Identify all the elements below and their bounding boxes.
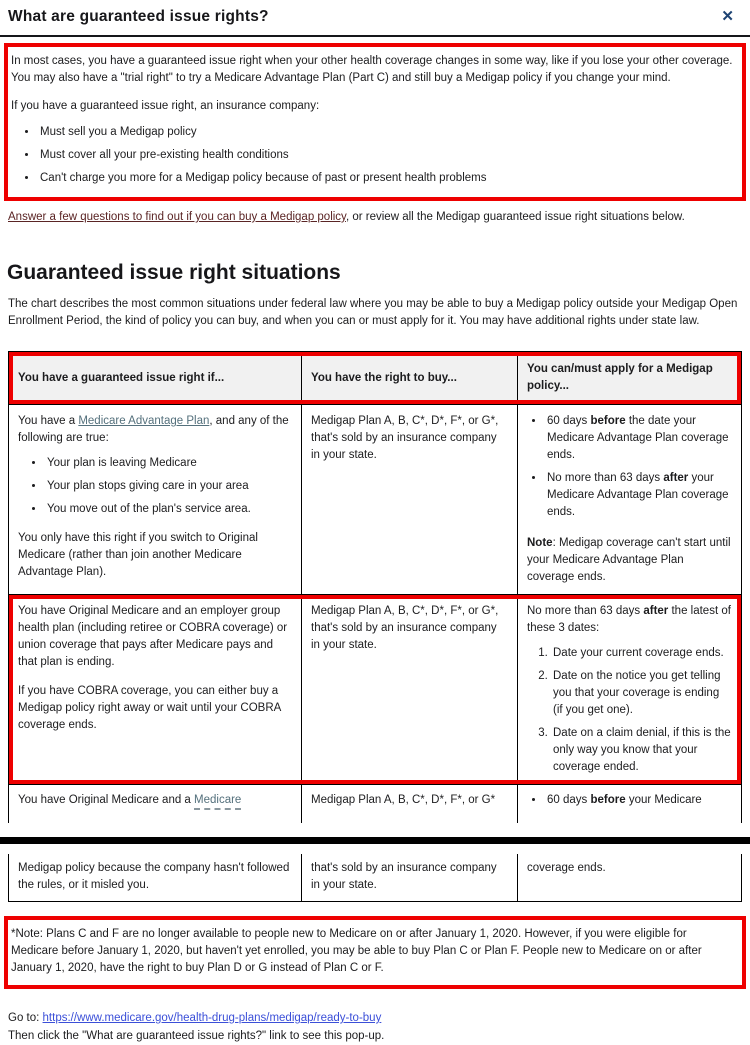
- list-item: 1. Date your current coverage ends.: [551, 645, 731, 662]
- table-cell: [517, 595, 741, 784]
- cell-paragraph: Medigap Plan A, B, C*, D*, F*, or G*: [311, 794, 496, 806]
- table-cell: [517, 785, 741, 823]
- text-segment: , and any of the following are true:: [18, 415, 289, 444]
- table-cell: [9, 595, 301, 784]
- cell-numbered-list: [527, 645, 731, 776]
- list-item: • Must cover all your pre-existing health conditions: [38, 147, 734, 164]
- medicare-url-link[interactable]: https://www.medicare.gov/health-drug-plans/medigap/ready-to-buy: [42, 1012, 382, 1024]
- intro-paragraph-2: If you have a guaranteed issue right, an insurance company:: [11, 100, 320, 112]
- cell-bullet-list: [18, 455, 291, 518]
- text-segment: No more than 63 days: [527, 605, 644, 617]
- text-segment: : Medigap coverage can't start until your Medicare Advantage Plan coverage ends.: [527, 537, 731, 583]
- text-segment: the latest of these 3 dates:: [527, 605, 731, 634]
- list-item: [545, 413, 731, 464]
- column-header-apply: You can/must apply for a Medigap policy...: [517, 352, 741, 404]
- medicare-select-link[interactable]: Medicare: [194, 794, 241, 810]
- table-cell: [517, 854, 741, 901]
- list-item: • Your plan is leaving Medicare: [45, 455, 291, 472]
- plans-footnote: *Note: Plans C and F are no longer available to people new to Medicare on or after January 1, 2020. However, if you were eligible for Medicare before January 1, 2020, but haven't yet enrolled, you may be able to buy Plan C or Plan F. People new to Medicare on or after January 1, 2020, have the right to buy Plan D or G instead of Plan C or F.: [11, 928, 702, 974]
- situations-table: [8, 351, 742, 823]
- text-segment: your Medicare: [625, 794, 702, 806]
- page-break-bar: [0, 837, 750, 844]
- text-segment: your Medicare Advantage Plan coverage ends.: [547, 472, 729, 518]
- table-row-medicare-advantage: [8, 404, 742, 594]
- table-cell: [301, 785, 517, 823]
- cell-paragraph: coverage ends.: [527, 862, 606, 874]
- table-header-row: [8, 351, 742, 404]
- table-cell: [9, 405, 301, 594]
- list-item: • Can't charge you more for a Medigap policy because of past or present health problems: [38, 170, 734, 187]
- cell-paragraph: You have Original Medicare and an employer group health plan (including retiree or COBRA coverage) or union coverage that pays after Medicare pays and that plan is ending.: [18, 605, 288, 668]
- table-row-fragment-bottom: [8, 854, 742, 902]
- page-title: What are guaranteed issue rights?: [8, 8, 269, 25]
- footnote-highlight-box: [4, 916, 746, 989]
- cell-bullet-list: [527, 792, 731, 809]
- bold-text: after: [663, 472, 689, 484]
- cell-paragraph: [18, 792, 291, 809]
- table-cell: [301, 405, 517, 594]
- answer-questions-link[interactable]: Answer a few questions to find out if you can buy a Medigap policy: [8, 211, 346, 223]
- instruction-line: Then click the "What are guaranteed issue rights?" link to see this pop-up.: [8, 1030, 385, 1042]
- situations-table-continued: [8, 854, 742, 902]
- cell-paragraph: [527, 603, 731, 637]
- bold-text: before: [590, 794, 626, 806]
- cell-paragraph: [18, 413, 291, 447]
- text-segment: You have Original Medicare and a: [18, 794, 195, 806]
- header-divider: [0, 35, 750, 37]
- bold-text: after: [643, 605, 669, 617]
- medicare-advantage-plan-link[interactable]: Medicare Advantage Plan: [78, 415, 210, 427]
- cell-paragraph: that's sold by an insurance company in your state.: [311, 862, 497, 891]
- questions-line: [8, 209, 742, 226]
- goto-line: [8, 1010, 742, 1027]
- table-cell: [9, 854, 301, 901]
- text-segment: You have a: [18, 415, 79, 427]
- list-item: • You move out of the plan's service area.: [45, 501, 291, 518]
- table-row-fragment-top: [8, 784, 742, 823]
- goto-label: Go to:: [8, 1012, 43, 1024]
- section-description: The chart describes the most common situations under federal law where you may be able to buy a Medigap policy outside your Medigap Open Enrollment Period, the kind of policy you can buy, and when you can or must apply for it. You may have additional rights under state law.: [8, 298, 738, 327]
- close-icon[interactable]: ✕: [721, 8, 734, 25]
- text-segment: No more than 63 days: [547, 472, 664, 484]
- section-heading: Guaranteed issue right situations: [7, 261, 341, 284]
- table-row-employer-plan: [8, 594, 742, 784]
- bold-text: before: [590, 415, 626, 427]
- text-segment: 60 days: [547, 415, 591, 427]
- cell-paragraph: If you have COBRA coverage, you can either buy a Medigap policy right away or wait until your COBRA coverage ends.: [18, 685, 281, 731]
- cell-paragraph: Medigap Plan A, B, C*, D*, F*, or G*, that's sold by an insurance company in your state.: [311, 605, 499, 651]
- questions-line-rest: , or review all the Medigap guaranteed issue right situations below.: [345, 211, 685, 223]
- cell-paragraph: Medigap policy because the company hasn't followed the rules, or it misled you.: [18, 862, 290, 891]
- list-item: • Must sell you a Medigap policy: [38, 124, 734, 141]
- list-item: 2. Date on the notice you get telling you that your coverage is ending (if you get one).: [551, 668, 731, 719]
- bold-text: Note: [527, 537, 553, 549]
- list-item: [545, 792, 731, 809]
- table-cell: [301, 854, 517, 901]
- cell-note: [527, 535, 731, 586]
- intro-bullet-list: [11, 124, 734, 187]
- cell-paragraph: You only have this right if you switch to Original Medicare (rather than join another Medicare Advantage Plan).: [18, 532, 258, 578]
- intro-paragraph-1: In most cases, you have a guaranteed issue right when your other health coverage changes in some way, like if you lose your other coverage. You may also have a "trial right" to try a Medicare Advantage Plan (Part C) and still buy a Medigap policy if you change your mind.: [11, 55, 733, 84]
- table-cell: [9, 785, 301, 823]
- column-header-right-to-buy: You have the right to buy...: [301, 352, 517, 404]
- cell-bullet-list: [527, 413, 731, 521]
- text-segment: the date your Medicare Advantage Plan coverage ends.: [547, 415, 729, 461]
- table-cell: [301, 595, 517, 784]
- cell-paragraph: Medigap Plan A, B, C*, D*, F*, or G*, that's sold by an insurance company in your state.: [311, 415, 499, 461]
- intro-highlight-box: [4, 43, 746, 201]
- column-header-right-if: You have a guaranteed issue right if...: [9, 352, 301, 404]
- table-cell: [517, 405, 741, 594]
- list-item: • Your plan stops giving care in your area: [45, 478, 291, 495]
- text-segment: 60 days: [547, 794, 591, 806]
- list-item: [545, 470, 731, 521]
- modal-header: [0, 0, 750, 27]
- list-item: 3. Date on a claim denial, if this is the only way you know that your coverage ended.: [551, 725, 731, 776]
